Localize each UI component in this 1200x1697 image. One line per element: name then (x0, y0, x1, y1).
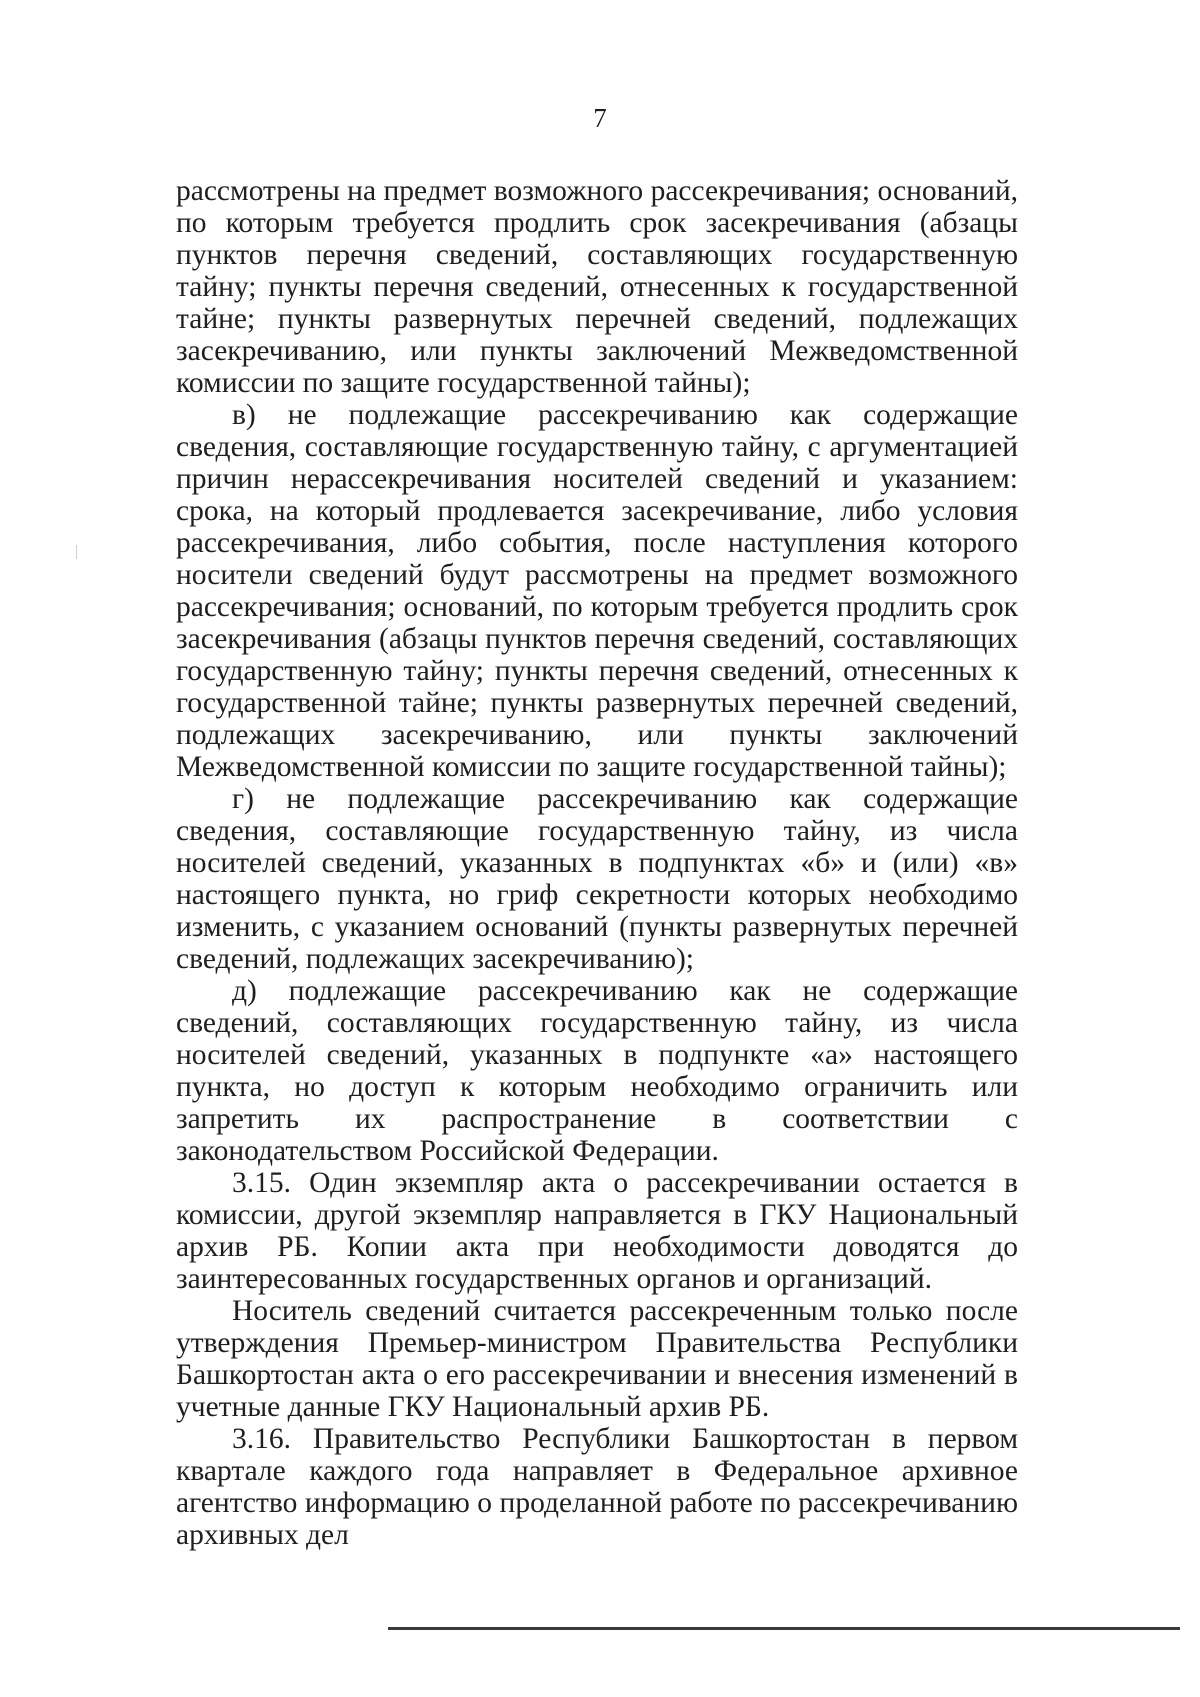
paragraph-continuation: рассмотрены на предмет возможного рассекречивания; оснований, по которым требуется продлить срок засекречивания (абзацы пунктов перечня сведений, составляющих государственную тайну; пункты перечня сведений, отнесенных к государственной тайне; пункты развернутых перечней сведений, подлежащих засекречиванию, или пункты заключений Межведомственной комиссии по защите государственной тайны); (176, 175, 1018, 399)
page-bottom-rule (388, 1627, 1180, 1630)
paragraph-item-g: г) не подлежащие рассекречиванию как содержащие сведения, составляющие государственную тайну, из числа носителей сведений, указанных в подпунктах «б» и (или) «в» настоящего пункта, но гриф секретности которых необходимо изменить, с указанием оснований (пункты развернутых перечней сведений, подлежащих засекречиванию); (176, 783, 1018, 975)
paragraph-3-16: 3.16. Правительство Республики Башкортостан в первом квартале каждого года направляет в Федеральное архивное агентство информацию о проделанной работе по рассекречиванию архивных дел (176, 1423, 1018, 1551)
paragraph-item-v: в) не подлежащие рассекречиванию как содержащие сведения, составляющие государственную тайну, с аргументацией причин нерассекречивания носителей сведений и указанием: срока, на который продлевается засекречивание, либо условия рассекречивания, либо события, после наступления которого носители сведений будут рассмотрены на предмет возможного рассекречивания; оснований, по которым требуется продлить срок засекречивания (абзацы пунктов перечня сведений, составляющих государственную тайну; пункты перечня сведений, отнесенных к государственной тайне; пункты развернутых перечней сведений, подлежащих засекречиванию, или пункты заключений Межведомственной комиссии по защите государственной тайны); (176, 399, 1018, 783)
paragraph-declassification-note: Носитель сведений считается рассекреченным только после утверждения Премьер-министром Правительства Республики Башкортостан акта о его рассекречивании и внесения изменений в учетные данные ГКУ Национальный архив РБ. (176, 1295, 1018, 1423)
scan-mark (76, 545, 77, 559)
paragraph-3-15: 3.15. Один экземпляр акта о рассекречивании остается в комиссии, другой экземпляр направляется в ГКУ Национальный архив РБ. Копии акта при необходимости доводятся до заинтересованных государственных органов и организаций. (176, 1167, 1018, 1295)
page-number: 7 (593, 103, 607, 133)
document-body (176, 175, 1018, 1551)
paragraph-item-d: д) подлежащие рассекречиванию как не содержащие сведений, составляющих государственную тайну, из числа носителей сведений, указанных в подпункте «а» настоящего пункта, но доступ к которым необходимо ограничить или запретить их распространение в соответствии с законодательством Российской Федерации. (176, 975, 1018, 1167)
